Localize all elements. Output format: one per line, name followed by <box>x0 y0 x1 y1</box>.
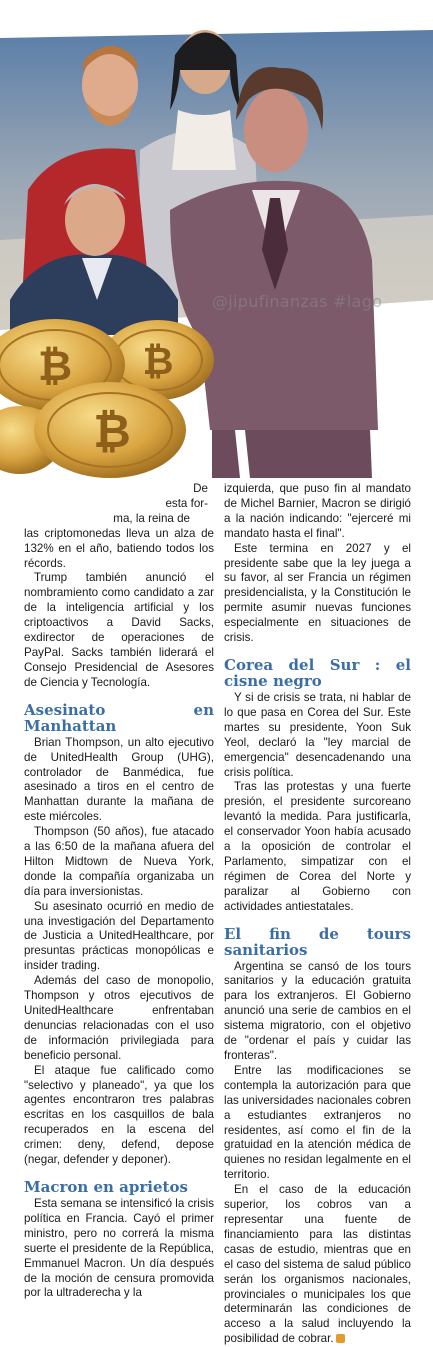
paragraph: Su asesinato ocurrió en medio de una investigación del Departamento de Justicia a UnitedHealthcare, por presuntas prácticas monopólicas e insider trading. <box>24 899 214 973</box>
svg-text:₿: ₿ <box>142 339 174 383</box>
article-column-left <box>24 482 214 1301</box>
paragraph: Thompson (50 años), fue atacado a las 6:50 de la mañana afuera del Hilton Midtown de Nueva York, donde la compañía organizaba un día para inversionistas. <box>24 825 214 898</box>
paragraph: Trump también anunció el nombramiento como candidato a zar de la inteligencia artificial y los criptoactivos a David Sacks, exdirector de operaciones de PayPal. Sacks también liderará el Consejo Presidencial de Asesores de Ciencia y Tecnología. <box>24 571 214 689</box>
paragraph: Además del caso de monopolio, Thompson y otros ejecutivos de UnitedHealthcare enfrentaban denuncias relacionadas con el uso de información privilegiada para beneficio personal. <box>24 974 214 1062</box>
section-heading-tours: El fin de tours sanitarios <box>224 924 411 959</box>
paragraph: Esta semana se intensificó la crisis política en Francia. Cayó el primer ministro, pero no correrá la misma suerte el presidente de la República, Emmanuel Macron. Un día después de la moción de censura promovida por la ultraderecha y la <box>24 1196 214 1300</box>
lead-line-1: De <box>193 482 208 495</box>
lead-line-3: ma, la reina de <box>113 511 190 525</box>
photo-watermark: @jipufinanzas #lago <box>212 292 383 311</box>
lead-line-2: esta for- <box>165 496 208 510</box>
paragraph: las criptomonedas lleva un alza de 132% en el año, batiendo todos los récords. <box>24 526 214 570</box>
paragraph: El ataque fue calificado como "selectivo y planeado", ya que los agentes encontraron tres palabras escritas en los casquillos de bala recuperados en la escena del crimen: deny, defend, depose (negar, defender y deponer). <box>24 1063 214 1167</box>
article-column-right <box>224 482 411 1347</box>
paragraph: izquierda, que puso fin al mandato de Michel Barnier, Macron se dirigió a la nación indicando: "ejerceré mi mandato hasta el final". <box>224 482 411 540</box>
bitcoin-coins <box>0 319 214 478</box>
paragraph: Este termina en 2027 y el presidente sabe que la ley juega a su favor, al ser Francia un régimen presidencialista, y la Constitución le permite asumir nuevas funciones especialmente en situaciones de crisis. <box>224 541 411 645</box>
paragraph: Brian Thompson, un alto ejecutivo de UnitedHealth Group (UHG), controlador de Banmédica, fue asesinado a tiros en el centro de Manhattan durante la mañana de este miércoles. <box>24 735 214 824</box>
paragraph: Entre las modificaciones se contempla la autorización para que las universidades nacionales cobren a estudiantes extranjeros no residentes, así como el fin de la gratuidad en la atención médica de quienes no residan legalmente en el territorio. <box>224 1063 411 1182</box>
lead-paragraph <box>24 482 214 571</box>
collage-illustration <box>0 0 433 478</box>
square-end-mark-icon <box>336 1334 345 1343</box>
paragraph <box>224 1183 411 1347</box>
svg-text:₿: ₿ <box>93 404 131 458</box>
paragraph: Argentina se cansó de los tours sanitarios y la educación gratuita para los extranjeros. El Gobierno anunció una serie de cambios en el sistema migratorio, con el objetivo de "ordenar el país y cuidar las fronteras". <box>224 959 411 1062</box>
paragraph: Tras las protestas y una fuerte presión, el presidente surcoreano levantó la medida. Para justificarla, el conservador Yoon había acusado a la oposición de controlar el Parlamento, simpatizar con el régimen de Corea del Norte y paralizar al Gobierno con actividades antiestatales. <box>224 780 411 913</box>
svg-text:₿: ₿ <box>37 341 73 390</box>
hero-photo-collage <box>0 0 433 478</box>
section-heading-corea: Corea del Sur : el cisne negro <box>224 655 411 690</box>
section-heading-macron: Macron en aprietos <box>24 1177 188 1196</box>
section-heading-manhattan: Asesinato en Manhattan <box>24 700 214 735</box>
final-paragraph-text: En el caso de la educación superior, los cobros van a representar una fuente de financiamiento para las distintas casas de estudio, mientras que en el caso del sistema de salud público serán los organismos nacionales, provinciales o municipales los que determinarán las condiciones de acceso a la salud incluyendo la posibilidad de cobrar. <box>224 1183 411 1346</box>
paragraph: Y si de crisis se trata, ni hablar de lo que pasa en Corea del Sur. Este martes su presidente, Yoon Suk Yeol, declaró la "ley marcial de emergencia" desencadenando una crisis política. <box>224 690 411 779</box>
